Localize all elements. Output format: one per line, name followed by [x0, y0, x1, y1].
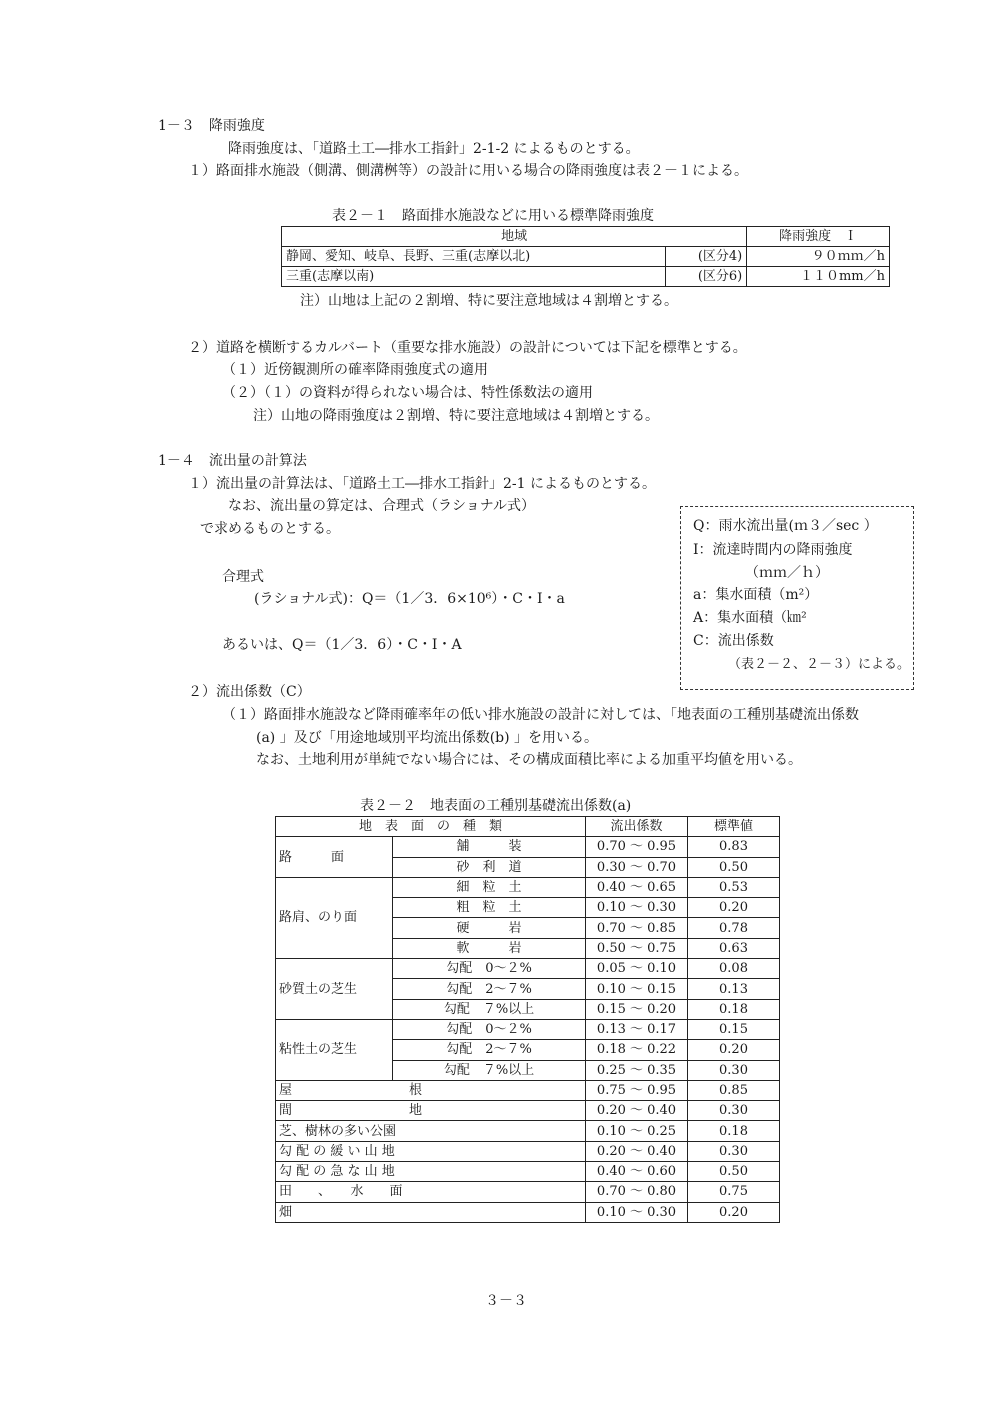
table-cell: 舗 装	[393, 837, 586, 857]
table-header-cell: 標準値	[688, 817, 780, 837]
table-cell: 0.05 ～ 0.10	[586, 959, 688, 979]
table-cell: 0.20 ～ 0.40	[586, 1101, 688, 1121]
paragraph: （１）路面排水施設など降雨確率年の低い排水施設の設計に対しては、「地表面の工種別基礎流出係数	[222, 707, 859, 723]
table-row	[276, 1080, 780, 1100]
table-cell: 0.40 ～ 0.65	[586, 877, 688, 897]
table-cell: 勾配 ７%以上	[393, 1060, 586, 1080]
table-cell: 粗 粒 土	[393, 898, 586, 918]
table-cell: 0.63	[688, 938, 780, 958]
table-row	[282, 267, 890, 287]
table-cell: 0.15	[688, 1019, 780, 1039]
table-cell: 0.85	[688, 1080, 780, 1100]
table-row	[276, 877, 780, 897]
table-cell: 0.18	[688, 999, 780, 1019]
table-cell: 0.20	[688, 898, 780, 918]
legend-item: （表２－２、２－３）による。	[728, 657, 911, 672]
table-cell: １１０mm／h	[747, 267, 890, 287]
table-cell: 砂 利 道	[393, 857, 586, 877]
table-cell: 勾配 0～２%	[393, 959, 586, 979]
table-cell: 0.10 ～ 0.30	[586, 898, 688, 918]
table-cell: 0.50	[688, 857, 780, 877]
table-cell: 三重(志摩以南)	[282, 267, 666, 287]
table-row	[276, 1101, 780, 1121]
paragraph: なお、流出量の算定は、合理式（ラショナル式）	[228, 498, 536, 514]
table-cell: 間 地	[276, 1101, 586, 1121]
paragraph: １）流出量の計算法は、「道路土工―排水工指針」2-1 によるものとする。	[188, 476, 656, 492]
table-cell: 0.10 ～ 0.15	[586, 979, 688, 999]
table-cell: 0.50 ～ 0.75	[586, 938, 688, 958]
page-number: ３－３	[485, 1293, 527, 1309]
table-cell: 0.18	[688, 1121, 780, 1141]
table-cell: 0.50	[688, 1162, 780, 1182]
rainfall-intensity-table	[281, 226, 890, 287]
table-header-cell: 流出係数	[586, 817, 688, 837]
table-cell: 0.30 ～ 0.70	[586, 857, 688, 877]
table-cell: 0.30	[688, 1101, 780, 1121]
section-heading-1-4: 1－４ 流出量の計算法	[158, 453, 307, 469]
table-group-cell: 粘性土の芝生	[276, 1019, 393, 1080]
table-cell: (区分6)	[666, 267, 747, 287]
table-cell: 硬 岩	[393, 918, 586, 938]
table-cell: 畑	[276, 1202, 586, 1222]
paragraph: （１）近傍観測所の確率降雨強度式の適用	[222, 362, 488, 378]
paragraph: で求めるものとする。	[200, 521, 340, 537]
table-cell: 0.20 ～ 0.40	[586, 1141, 688, 1161]
legend-item: A：集水面積（㎞²	[693, 610, 807, 626]
legend-item: I：流達時間内の降雨強度	[693, 542, 853, 558]
table-caption: 表２－２ 地表面の工種別基礎流出係数(a)	[360, 798, 632, 814]
table-cell: 勾配 ７%以上	[393, 999, 586, 1019]
paragraph: １）路面排水施設（側溝、側溝桝等）の設計に用いる場合の降雨強度は表２－１による。	[188, 163, 748, 179]
table-group-cell: 砂質土の芝生	[276, 959, 393, 1020]
table-cell: 0.83	[688, 837, 780, 857]
table-header-cell: 地域	[282, 227, 747, 247]
formula-alternative: あるいは、Q＝（1／3．6）・C・I・A	[222, 637, 462, 653]
legend-item: Q：雨水流出量(ｍ３／sec ）	[693, 518, 878, 534]
table-cell: 0.10 ～ 0.30	[586, 1202, 688, 1222]
table-cell: 0.78	[688, 918, 780, 938]
paragraph-note: 注）山地の降雨強度は２割増、特に要注意地域は４割増とする。	[253, 408, 659, 424]
table-header-cell: 降雨強度 Ｉ	[747, 227, 890, 247]
table-cell: 細 粒 土	[393, 877, 586, 897]
paragraph: なお、土地利用が単純でない場合には、その構成面積比率による加重平均値を用いる。	[256, 752, 802, 768]
table-cell: 0.30	[688, 1060, 780, 1080]
table-row	[276, 1019, 780, 1039]
paragraph: ２）流出係数（C）	[188, 684, 311, 700]
table-cell: 0.25 ～ 0.35	[586, 1060, 688, 1080]
paragraph: ２）道路を横断するカルバート（重要な排水施設）の設計については下記を標準とする。	[188, 340, 747, 356]
table-cell: 0.70 ～ 0.85	[586, 918, 688, 938]
table-cell: 芝、樹林の多い公園	[276, 1121, 586, 1141]
table-cell: 0.40 ～ 0.60	[586, 1162, 688, 1182]
table-cell: 0.75 ～ 0.95	[586, 1080, 688, 1100]
table-row	[282, 247, 890, 267]
table-row	[276, 1182, 780, 1202]
table-cell: 0.20	[688, 1040, 780, 1060]
table-cell: 0.75	[688, 1182, 780, 1202]
table-cell: 0.10 ～ 0.25	[586, 1121, 688, 1141]
legend-item: a：集水面積（m²）	[693, 587, 819, 603]
table-header-cell: 地 表 面 の 種 類	[276, 817, 586, 837]
table-cell: 勾配 2～７%	[393, 1040, 586, 1060]
table-note: 注）山地は上記の２割増、特に要注意地域は４割増とする。	[300, 293, 678, 309]
table-cell: 勾配 2～７%	[393, 979, 586, 999]
table-cell: 0.18 ～ 0.22	[586, 1040, 688, 1060]
table-cell: 0.53	[688, 877, 780, 897]
table-cell: 静岡、愛知、岐阜、長野、三重(志摩以北)	[282, 247, 666, 267]
table-cell: 屋 根	[276, 1080, 586, 1100]
table-group-cell: 路 面	[276, 837, 393, 878]
table-row	[276, 1141, 780, 1161]
formula-rational: (ラショナル式)：Q＝（1／3．6×10⁶）・C・I・a	[254, 591, 565, 607]
table-row	[276, 837, 780, 857]
table-cell: 田 、 水 面	[276, 1182, 586, 1202]
table-cell: 0.13 ～ 0.17	[586, 1019, 688, 1039]
table-row	[276, 1162, 780, 1182]
table-cell: ９０ｍｍ／h	[747, 247, 890, 267]
legend-item: （ｍｍ／ｈ）	[745, 565, 829, 581]
table-row	[276, 959, 780, 979]
table-row	[276, 1202, 780, 1222]
formula-title: 合理式	[222, 569, 264, 585]
table-cell: 0.70 ～ 0.80	[586, 1182, 688, 1202]
table-cell: 勾 配 の 緩 い 山 地	[276, 1141, 586, 1161]
table-caption: 表２－１ 路面排水施設などに用いる標準降雨強度	[332, 208, 654, 224]
table-cell: 勾 配 の 急 な 山 地	[276, 1162, 586, 1182]
table-row	[276, 1121, 780, 1141]
runoff-coefficient-table	[275, 816, 780, 1223]
paragraph: (a) 」及び「用途地域別平均流出係数(b) 」を用いる。	[256, 730, 599, 746]
table-cell: (区分4)	[666, 247, 747, 267]
paragraph: 降雨強度は、「道路土工―排水工指針」2-1-2 によるものとする。	[228, 141, 640, 157]
paragraph: （２）（１）の資料が得られない場合は、特性係数法の適用	[222, 385, 593, 401]
section-heading-1-3: 1－３ 降雨強度	[158, 118, 265, 134]
table-cell: 0.70 ～ 0.95	[586, 837, 688, 857]
table-cell: 勾配 0～２%	[393, 1019, 586, 1039]
table-cell: 0.30	[688, 1141, 780, 1161]
table-cell: 0.20	[688, 1202, 780, 1222]
table-cell: 軟 岩	[393, 938, 586, 958]
table-group-cell: 路肩、のり面	[276, 877, 393, 958]
legend-item: C：流出係数	[693, 633, 774, 649]
table-cell: 0.08	[688, 959, 780, 979]
table-cell: 0.13	[688, 979, 780, 999]
table-cell: 0.15 ～ 0.20	[586, 999, 688, 1019]
